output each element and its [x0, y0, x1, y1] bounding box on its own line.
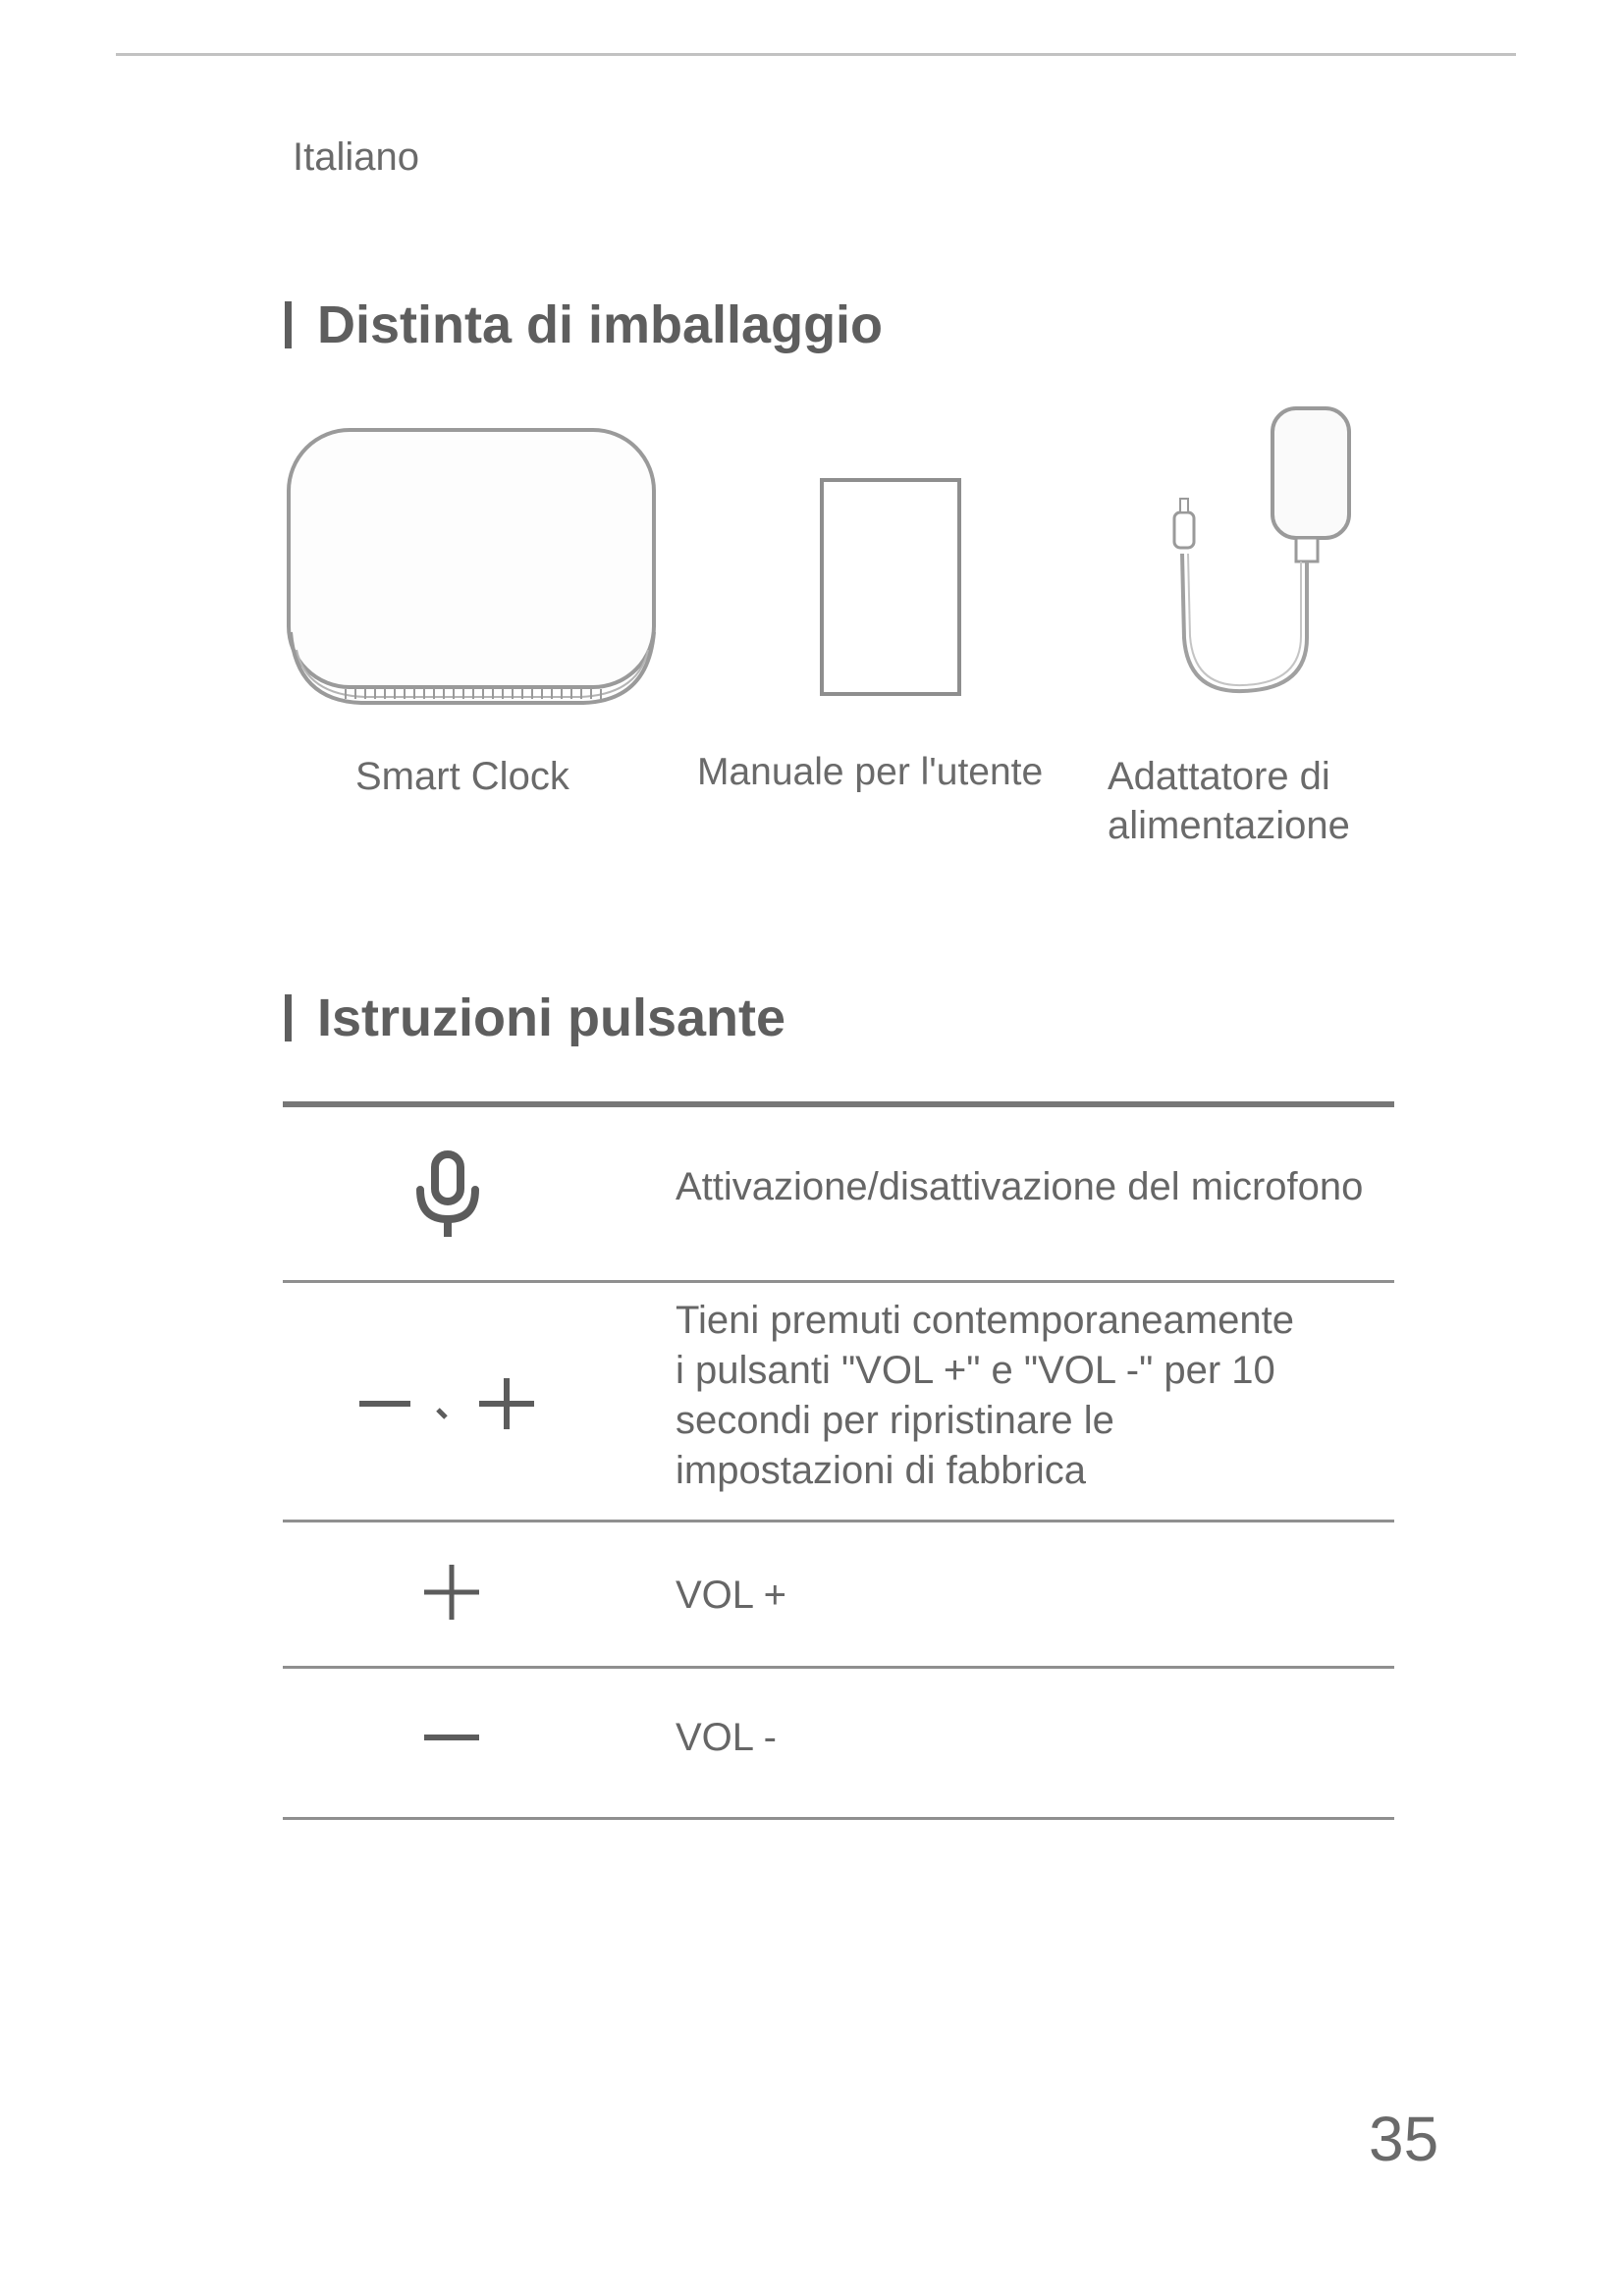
packing-list-title: Distinta di imballaggio — [317, 295, 884, 354]
vol-minus-description: VOL - — [676, 1716, 777, 1759]
adapter-label-line1: Adattatore di — [1108, 755, 1330, 798]
heading-bar — [285, 994, 292, 1041]
button-instructions-heading — [285, 988, 785, 1048]
smart-clock-illustration — [283, 424, 662, 711]
button-instructions-title: Istruzioni pulsante — [317, 988, 786, 1047]
manual-label: Manuale per l'utente — [697, 751, 1044, 793]
plus-icon — [422, 1563, 481, 1622]
reset-description-line4: impostazioni di fabbrica — [676, 1449, 1086, 1492]
adapter-label-line2: alimentazione — [1108, 804, 1350, 847]
smart-clock-label: Smart Clock — [355, 755, 569, 798]
minus-plus-icon — [357, 1376, 538, 1431]
page-number: 35 — [1369, 2104, 1439, 2174]
reset-description-line3: secondi per ripristinare le — [676, 1399, 1114, 1442]
microphone-icon — [412, 1150, 483, 1241]
reset-description-line2: i pulsanti "VOL +" e "VOL -" per 10 — [676, 1349, 1275, 1392]
table-row-divider — [283, 1666, 1394, 1669]
minus-icon — [422, 1732, 481, 1743]
microphone-description: Attivazione/disattivazione del microfono — [676, 1165, 1364, 1208]
heading-bar — [285, 301, 292, 348]
reset-description-line1: Tieni premuti contemporaneamente — [676, 1299, 1294, 1342]
table-row-divider — [283, 1280, 1394, 1283]
vol-plus-description: VOL + — [676, 1574, 787, 1617]
top-rule — [116, 53, 1516, 56]
language-label: Italiano — [293, 135, 419, 179]
packing-list-heading — [285, 294, 883, 355]
table-row-divider — [283, 1520, 1394, 1522]
power-adapter-illustration — [1159, 404, 1355, 701]
manual-illustration — [817, 475, 964, 699]
table-top-rule — [283, 1101, 1394, 1107]
table-bottom-rule — [283, 1817, 1394, 1820]
